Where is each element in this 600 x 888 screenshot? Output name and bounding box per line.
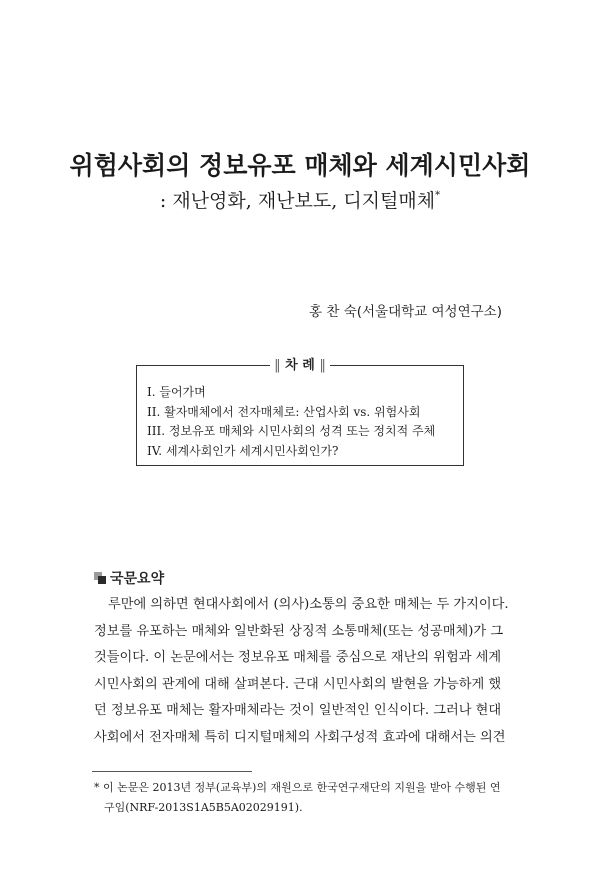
abstract-line: 던 정보유포 매체는 활자매체라는 것이 일반적인 인식이다. 그러나 현대 [94,703,502,718]
toc-header-bar-left: ‖ [274,358,281,373]
toc-item: III. 정보유포 매체와 시민사회의 성격 또는 정치적 주체 [147,424,436,438]
toc-item: II. 활자매체에서 전자매체로: 산업사회 vs. 위험사회 [147,404,421,419]
footnote-line: 구임(NRF-2013S1A5B5A02029191). [104,801,303,814]
abstract-line: 사회에서 전자매체 특히 디지털매체의 사회구성적 효과에 대해서는 의견 [94,729,506,745]
abstract-line: 것들이다. 이 논문에서는 정보유포 매체를 중심으로 재난의 위험과 세계 [94,650,502,665]
paper-title: 위험사회의 정보유포 매체와 세계시민사회 [69,151,531,180]
subtitle-text: : 재난영화, 재난보도, 디지털매체 [159,190,436,212]
footnote-marker: * [435,189,441,201]
toc-item: IV. 세계사회인가 세계시민사회인가? [147,443,339,458]
author-line: 홍 찬 숙(서울대학교 여성연구소) [309,304,502,320]
toc-header-label: 차 례 [285,358,315,373]
abstract-line: 정보를 유포하는 매체와 일반화된 상징적 소통매체(또는 성공매체)가 그 [94,623,504,639]
paper-subtitle [0,186,600,213]
footnote [94,778,514,818]
abstract-line: 루만에 의하면 현대사회에서 (의사)소통의 중요한 매체는 두 가지이다. [108,597,509,612]
toc-header-bar-right: ‖ [319,358,326,373]
abstract-heading-label: 국문요약 [110,571,165,587]
toc-list [147,383,435,461]
abstract-heading [94,568,164,588]
abstract-body [94,592,509,751]
footnote-divider [92,771,252,772]
toc-item: I. 들어가며 [147,385,206,399]
footnote-line: * 이 논문은 2013년 정부(교육부)의 재원으로 한국연구재단의 지원을 받아 수행된 연 [94,781,501,794]
toc-header [270,354,330,373]
abstract-line: 시민사회의 관계에 대해 살펴본다. 근대 시민사회의 발현을 가능하게 했 [94,676,502,692]
square-bullet-icon [94,572,106,584]
